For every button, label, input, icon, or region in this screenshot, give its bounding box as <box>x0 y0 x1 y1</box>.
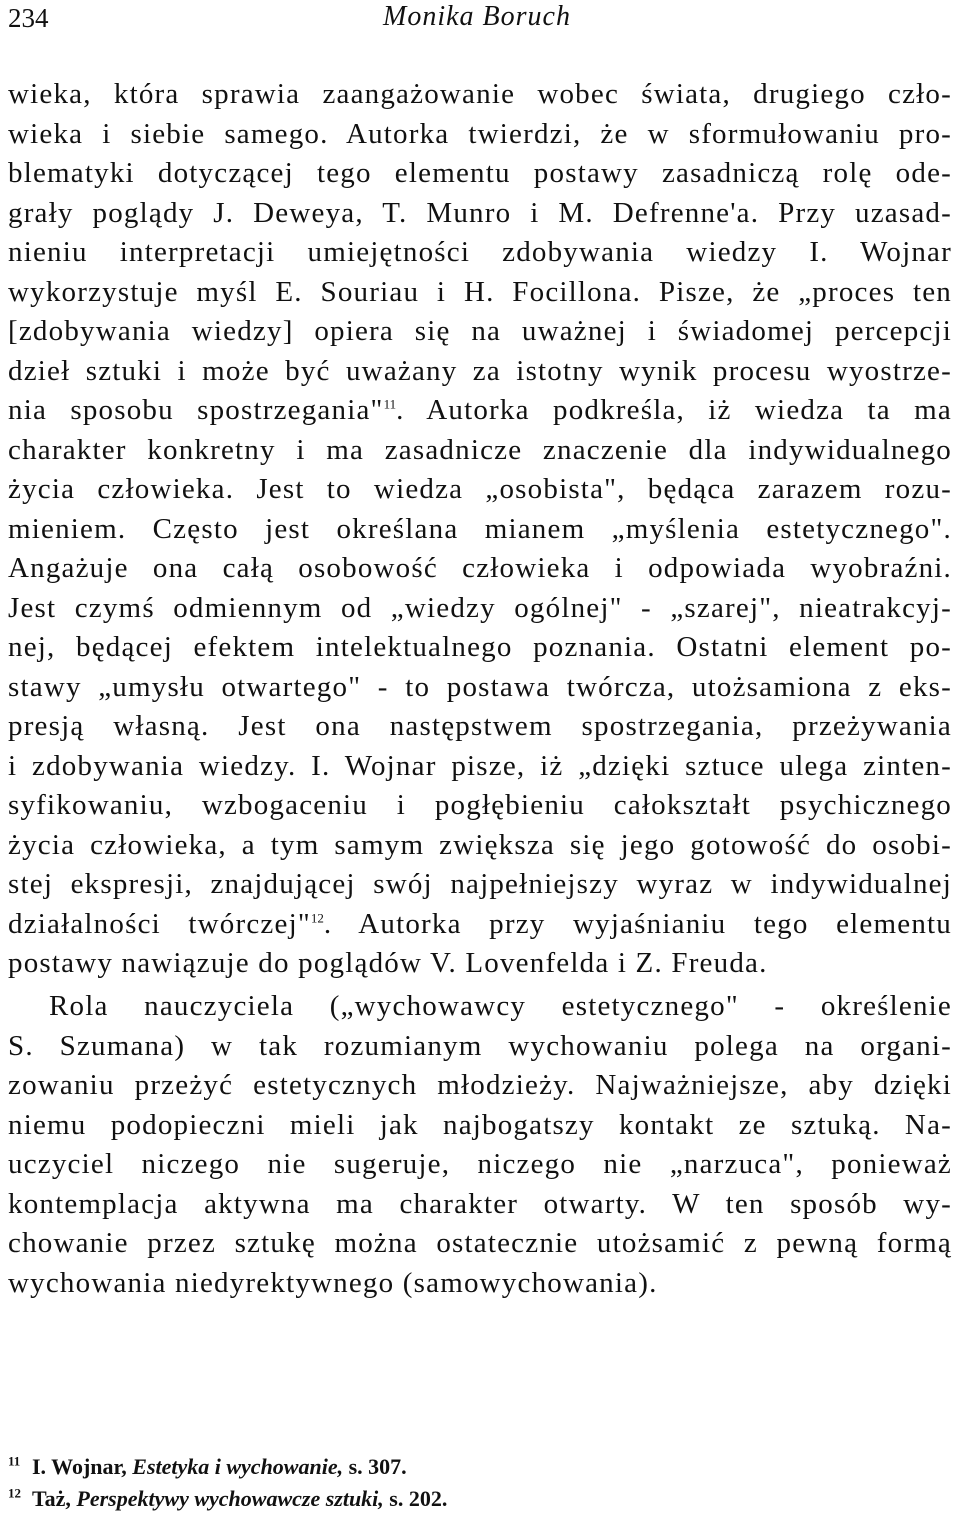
text-line: zowaniu przeżyć estetycznych młodzieży. Najważniejsze, aby dzięki <box>8 1069 952 1101</box>
text-run: . Autorka przy wyjaśnianiu tego elementu <box>323 907 952 940</box>
text-line: dzieł sztuki i może być uważany za istotny wynik procesu wyostrze- <box>8 354 952 387</box>
text-line: presją własną. Jest ona następstwem spostrzegania, przeżywania <box>8 710 952 742</box>
text-run: . Autorka podkreśla, iż wiedza ta ma <box>396 394 952 426</box>
footnote-reference: 12 <box>310 909 324 925</box>
footnote <box>8 1451 952 1483</box>
text-line: mieniem. Często jest określana mianem „myślenia estetycznego". <box>8 512 952 545</box>
footnote-marker <box>8 1451 32 1483</box>
paragraph <box>8 987 952 1303</box>
text-line: i zdobywania wiedzy. I. Wojnar pisze, iż „dzięki sztuce ulega zinten- <box>8 749 952 782</box>
running-title: Monika Boruch <box>383 1 571 32</box>
footnote-title: Estetyka i wychowanie, <box>132 1454 344 1479</box>
text-run: działalności twórczej" <box>8 907 311 940</box>
text-line: nej, będącej efektem intelektualnego poznania. Ostatni element po- <box>8 631 952 663</box>
footnote <box>8 1483 952 1515</box>
text-line: Rola nauczyciela („wychowawcy estetycznego" - określenie <box>49 990 952 1022</box>
text-line: uczyciel niczego nie sugeruje, niczego nie „narzuca", ponieważ <box>8 1148 952 1180</box>
text-line: wieka, która sprawia zaangażowanie wobec świata, drugiego czło- <box>8 78 952 110</box>
text-run: nia sposobu spostrzegania" <box>8 394 384 426</box>
text-line: Angażuje ona całą osobowość człowieka i odpowiada wyobraźni. <box>8 552 952 584</box>
text-line: życia człowieka. Jest to wiedza „osobista", będąca zarazem rozu- <box>8 473 952 505</box>
footnote-reference: 11 <box>383 396 397 412</box>
text-line: chowanie przez sztukę można ostatecznie utożsamić z pewną formą <box>8 1227 952 1259</box>
footnote-title: Perspektywy wychowawcze sztuki, <box>76 1486 384 1511</box>
footnotes <box>8 1451 952 1515</box>
text-line: grały poglądy J. Deweya, T. Munro i M. Defrenne'a. Przy uzasad- <box>8 196 952 229</box>
footnote-author: I. Wojnar, <box>32 1454 133 1479</box>
text-line: życia człowieka, a tym samym zwiększa się jego gotowość do osobi- <box>8 828 952 861</box>
text-line: syfikowaniu, wzbogaceniu i pogłębieniu całokształt psychicznego <box>8 789 952 821</box>
text-line: postawy nawiązuje do poglądów V. Lovenfelda i Z. Freuda. <box>8 947 768 979</box>
text-line: stawy „umysłu otwartego" - to postawa twórcza, utożsamiona z eks- <box>8 670 952 703</box>
text-line: nieniu interpretacji umiejętności zdobywania wiedzy I. Wojnar <box>8 236 952 268</box>
text-line: Jest czymś odmiennym od „wiedzy ogólnej" - „szarej", nieatrakcyj- <box>8 591 952 624</box>
text-line <box>8 391 952 431</box>
footnote-author: Taż, <box>32 1486 77 1511</box>
text-line: niemu podopieczni mieli jak najbogatszy kontakt ze sztuką. Na- <box>8 1108 952 1141</box>
paragraph <box>8 75 952 984</box>
footnote-number: 12 <box>8 1485 21 1501</box>
text-line: S. Szumana) w tak rozumianym wychowaniu polega na organi- <box>8 1029 952 1062</box>
footnote-pages: s. 307. <box>343 1454 407 1479</box>
text-line: wychowania niedyrektywnego (samowychowania). <box>8 1266 658 1299</box>
text-line <box>8 905 952 945</box>
text-line: kontemplacja aktywna ma charakter otwarty. W ten sposób wy- <box>8 1187 952 1220</box>
footnote-number: 11 <box>8 1453 21 1469</box>
text-line: blematyki dotyczącej tego elementu postawy zasadniczą rolę ode- <box>8 157 952 189</box>
text-line: wieka i siebie samego. Autorka twierdzi, że w sformułowaniu pro- <box>8 117 952 150</box>
text-line: [zdobywania wiedzy] opiera się na uważnej i świadomej percepcji <box>8 315 952 347</box>
footnote-pages: s. 202. <box>383 1486 448 1511</box>
text-line: charakter konkretny i ma zasadnicze znaczenie dla indywidualnego <box>8 433 952 466</box>
footnote-marker <box>8 1483 32 1515</box>
page-number: 234 <box>8 3 49 33</box>
text-line: stej ekspresji, znajdującej swój najpełniejszy wyraz w indywidualnej <box>8 868 952 900</box>
text-line: wykorzystuje myśl E. Souriau i H. Focillona. Pisze, że „proces ten <box>8 275 952 308</box>
